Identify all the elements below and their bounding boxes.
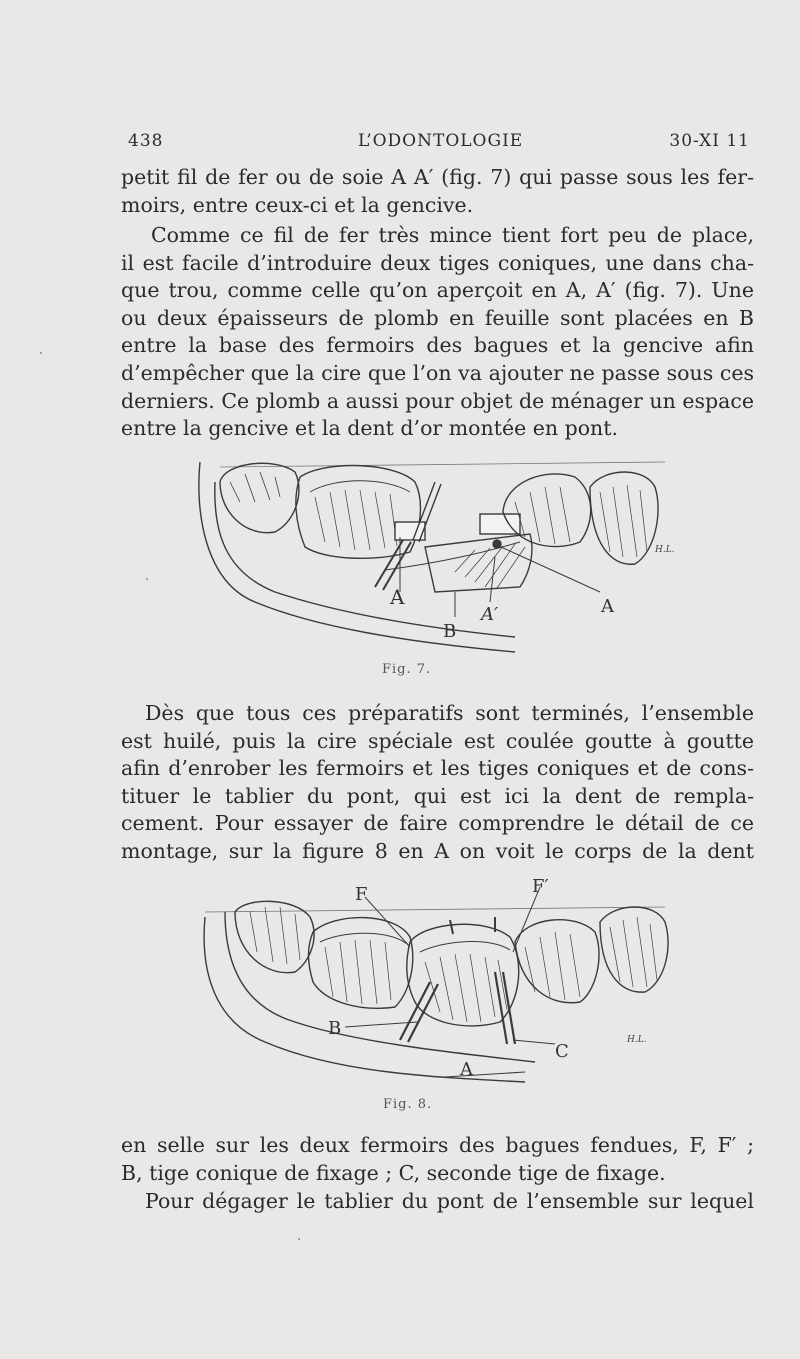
text-line: que trou, comme celle qu’on aperçoit en A, A′ (fig. 7). Une xyxy=(121,278,754,303)
gum-line xyxy=(199,462,515,652)
text-line: moirs, entre ceux-ci et la gencive. xyxy=(121,192,474,217)
label-A-right: A xyxy=(601,596,614,617)
wire-hole xyxy=(493,540,501,548)
figure-8-illustration xyxy=(195,872,680,1094)
running-head xyxy=(128,131,750,155)
right-molar xyxy=(515,907,668,1003)
label-B: B xyxy=(443,621,457,642)
text-line: B, tige conique de fixage ; C, seconde tige de fixage. xyxy=(121,1160,666,1185)
illustrator-signature: H.L. xyxy=(655,545,675,555)
text-line: en selle sur les deux fermoirs des bagues fendues, F, F′ ; xyxy=(121,1133,754,1157)
left-molar xyxy=(220,463,420,558)
illustrator-signature: H.L. xyxy=(627,1035,647,1045)
tapered-pin-C xyxy=(495,972,515,1044)
text-line: Comme ce fil de fer très mince tient fort peu de place, xyxy=(151,223,754,247)
text-line: ou deux épaisseurs de plomb en feuille sont placées en B xyxy=(121,305,754,330)
label-F: F xyxy=(355,884,368,905)
label-B: B xyxy=(328,1018,342,1039)
figure-7-caption: Fig. 7. xyxy=(382,662,432,677)
label-A: A xyxy=(460,1059,473,1080)
right-molar xyxy=(503,472,658,564)
paragraph-4 xyxy=(121,1132,754,1187)
paragraph-2 xyxy=(121,222,754,443)
paragraph-5 xyxy=(121,1188,754,1216)
figure-8-caption: Fig. 8. xyxy=(383,1097,433,1112)
text-line: Pour dégager le tablier du pont de l’ensemble sur lequel xyxy=(145,1189,754,1213)
paper-speck xyxy=(298,1238,300,1240)
text-line: petit fil de fer ou de soie A A′ (fig. 7) qui passe sous les fer- xyxy=(121,165,754,189)
journal-title: L’ODONTOLOGIE xyxy=(358,131,524,151)
text-line: tituer le tablier du pont, qui est ici la dent de rempla- xyxy=(121,783,754,808)
figure-7-illustration xyxy=(185,452,685,662)
text-line: montage, sur la figure 8 en A on voit le corps de la dent xyxy=(121,838,754,863)
text-line: cement. Pour essayer de faire comprendre le détail de ce xyxy=(121,811,754,836)
tapered-pin-A xyxy=(375,540,411,590)
page-number: 438 xyxy=(128,131,164,151)
paper-speck xyxy=(40,352,42,354)
text-line: Dès que tous ces préparatifs sont terminés, l’ensemble xyxy=(145,701,754,725)
text-line: d’empêcher que la cire que l’on va ajouter ne passe sous ces xyxy=(121,360,754,385)
label-F-prime: F′ xyxy=(532,876,549,897)
left-molar xyxy=(235,901,413,1008)
paper-speck xyxy=(146,578,148,580)
text-line: entre la gencive et la dent d’or montée en pont. xyxy=(121,416,619,441)
gum-line-inner xyxy=(215,482,515,637)
text-line: entre la base des fermoirs des bagues et la gencive afin xyxy=(121,333,754,358)
text-line: afin d’enrober les fermoirs et les tiges coniques et de cons- xyxy=(121,756,754,781)
text-line: est huilé, puis la cire spéciale est coulée goutte à goutte xyxy=(121,728,754,753)
text-line: derniers. Ce plomb a aussi pour objet de ménager un espace xyxy=(121,388,754,413)
label-A: A xyxy=(390,585,405,609)
paragraph-1 xyxy=(121,164,754,219)
paragraph-3 xyxy=(121,700,754,866)
label-C: C xyxy=(555,1041,569,1062)
text-line: il est facile d’introduire deux tiges coniques, une dans cha- xyxy=(121,250,754,275)
label-A-prime: A′ xyxy=(481,604,499,625)
issue-date: 30-XI 11 xyxy=(669,131,750,151)
